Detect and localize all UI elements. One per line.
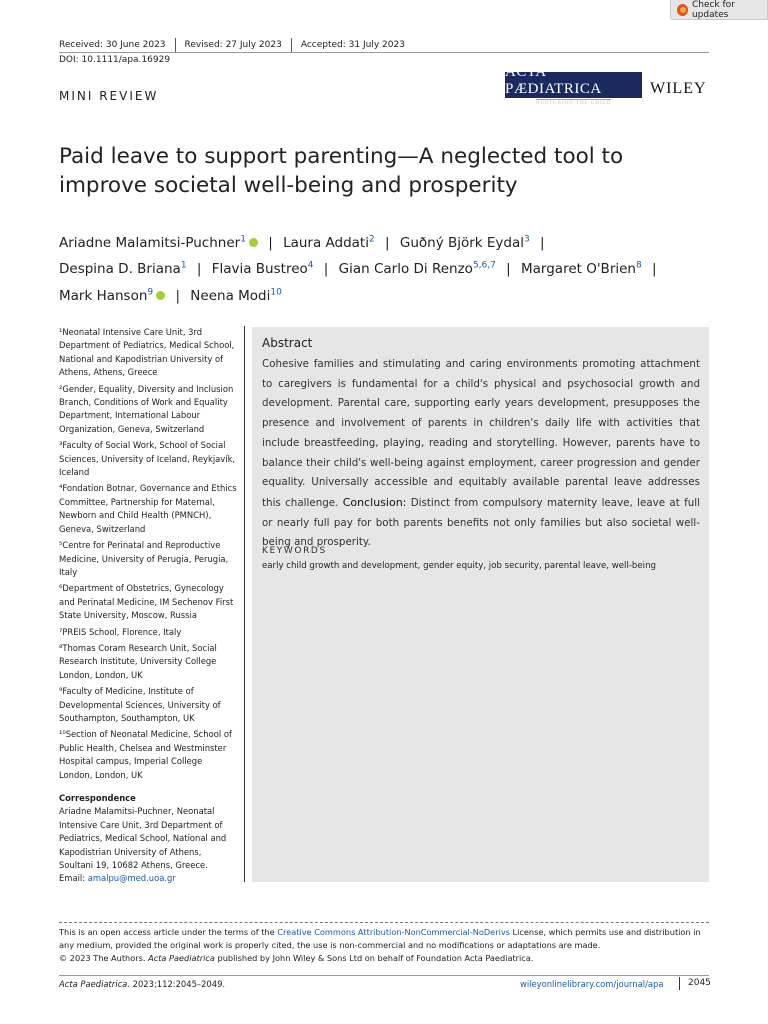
journal-logo <box>505 64 642 106</box>
header-rule <box>59 52 709 53</box>
license-post: License, which permits use and distribution in any medium, provided the original work is properly cited, the use is non-commercial and no modifications or adaptations are made. <box>59 927 701 950</box>
article-dates <box>59 38 405 52</box>
journal-logo-name: ACTA PÆDIATRICA <box>505 64 602 97</box>
license-pre: This is an open access article under the terms of the <box>59 927 278 937</box>
author-separator: | <box>319 261 333 277</box>
journal-logo-tagline: NURTURING THE CHILD <box>535 101 612 106</box>
footer-divider <box>679 977 680 990</box>
license-text <box>59 926 709 965</box>
author-name: Despina D. Briana <box>59 261 181 277</box>
author[interactable] <box>521 261 642 277</box>
email-link[interactable]: amalpu@med.uoa.gr <box>87 873 176 884</box>
author-separator: | <box>171 287 185 304</box>
affiliation: ²Gender, Equality, Diversity and Inclusion Branch, Conditions of Work and Equality Department, International Labour Organization, Geneva, Switzerland <box>59 383 234 434</box>
author-affiliation-ref: 4 <box>307 260 314 271</box>
accepted-date: Accepted: 31 July 2023 <box>300 40 405 50</box>
author-name: Mark Hanson <box>59 287 148 304</box>
affiliations <box>59 326 237 886</box>
journal-url[interactable]: wileyonlinelibrary.com/journal/apa <box>520 979 664 989</box>
date-divider <box>291 38 292 52</box>
keywords-heading: KEYWORDS <box>262 546 327 556</box>
author[interactable] <box>59 261 187 277</box>
author-separator: | <box>192 261 206 277</box>
check-for-updates-label: Check for updates <box>691 0 735 20</box>
author-affiliation-ref: 8 <box>635 260 642 271</box>
correspondence-heading: Correspondence <box>59 793 136 803</box>
conclusion-text: Distinct from compulsory maternity leave, leave at full or nearly full pay for both parents benefits not only families but also societal well-being and prosperity. <box>262 496 700 549</box>
author-name: Flavia Bustreo <box>211 261 308 277</box>
received-date: Received: 30 June 2023 <box>59 40 166 50</box>
author-name: Laura Addati <box>283 234 369 251</box>
author-list <box>59 228 719 308</box>
author-affiliation-ref: 10 <box>270 287 282 297</box>
author[interactable] <box>59 288 165 304</box>
affiliation: ¹⁰Section of Neonatal Medicine, School of Public Health, Chelsea and Westminster Hospital campus, Imperial College London, London, UK <box>59 729 232 780</box>
author[interactable] <box>212 261 314 277</box>
publisher-logo: WILEY <box>650 80 707 97</box>
article-title: Paid leave to support parenting—A neglected tool to improve societal well-being and prosperity <box>59 144 624 198</box>
copyright-post: published by John Wiley & Sons Ltd on behalf of Foundation Acta Paediatrica. <box>214 953 534 963</box>
copyright-journal: Acta Paediatrica <box>148 953 215 963</box>
author[interactable] <box>339 261 496 277</box>
orcid-icon[interactable] <box>156 291 165 300</box>
author-name: Margaret O'Brien <box>521 261 636 277</box>
revised-date: Revised: 27 July 2023 <box>184 40 282 50</box>
author[interactable] <box>283 235 375 251</box>
abstract-body <box>262 355 700 553</box>
author-name: Gian Carlo Di Renzo <box>338 261 473 277</box>
affiliation: ¹Neonatal Intensive Care Unit, 3rd Department of Pediatrics, Medical School, National and Kapodistrian University of Athens, Athens, Greece <box>59 327 235 378</box>
author-affiliation-ref: 9 <box>147 287 154 297</box>
check-for-updates-badge[interactable] <box>670 0 768 20</box>
article-type: MINI REVIEW <box>59 89 159 103</box>
citation: 2023;112:2045–2049. <box>129 979 226 989</box>
keywords-text: early child growth and development, gender equity, job security, parental leave, well-being <box>262 561 656 571</box>
affiliation: ⁶Department of Obstetrics, Gynecology and Perinatal Medicine, IM Sechenov First State University, Moscow, Russia <box>59 583 234 621</box>
orcid-icon[interactable] <box>249 238 258 247</box>
author-separator: | <box>501 261 515 277</box>
footer-rule <box>59 975 709 976</box>
author[interactable] <box>400 235 530 251</box>
column-divider <box>244 326 245 882</box>
author-separator: | <box>647 261 657 277</box>
date-divider <box>175 38 176 52</box>
author-affiliation-ref: 2 <box>368 234 375 244</box>
affiliation: ⁴Fondation Botnar, Governance and Ethics Committee, Partnership for Maternal, Newborn and Child Health (PMNCH), Geneva, Switzerland <box>59 483 237 534</box>
correspondence-email-line <box>59 872 237 885</box>
conclusion-label: Conclusion: <box>342 495 407 509</box>
author-affiliation-ref: 5,6,7 <box>472 260 496 271</box>
author-separator: | <box>380 234 394 251</box>
journal-citation <box>59 979 225 989</box>
affiliation: ³Faculty of Social Work, School of Social Sciences, University of Iceland, Reykjavík, Iceland <box>59 440 236 478</box>
author-name: Neena Modi <box>190 287 271 304</box>
affiliation: ⁷PREIS School, Florence, Italy <box>59 626 182 637</box>
author[interactable] <box>59 235 258 251</box>
author[interactable] <box>190 288 282 304</box>
journal-name: Acta Paediatrica. <box>59 979 130 989</box>
correspondence-text: Ariadne Malamitsi-Puchner, Neonatal Intensive Care Unit, 3rd Department of Pediatrics, Medical School, National and Kapodistrian University of Athens, Soultani 19, 10682 Athens, Greece. <box>59 806 227 871</box>
update-icon <box>677 4 688 16</box>
page-number: 2045 <box>688 978 711 988</box>
affiliation: ⁵Centre for Perinatal and Reproductive Medicine, University of Perugia, Perugia, Italy <box>59 540 229 577</box>
abstract-heading: Abstract <box>262 336 313 350</box>
doi[interactable]: DOI: 10.1111/apa.16929 <box>59 55 171 65</box>
author-affiliation-ref: 1 <box>240 234 246 244</box>
affiliation: ⁸Thomas Coram Research Unit, Social Research Institute, University College London, London, UK <box>59 642 217 680</box>
license-divider <box>59 922 709 923</box>
author-name: Guðný Björk Eydal <box>399 234 525 251</box>
affiliation: ⁹Faculty of Medicine, Institute of Developmental Sciences, University of Southampton, Southampton, UK <box>59 686 221 723</box>
author-separator: | <box>535 234 545 251</box>
author-affiliation-ref: 3 <box>524 234 530 244</box>
author-separator: | <box>263 234 278 251</box>
copyright-pre: © 2023 The Authors. <box>59 953 149 963</box>
author-affiliation-ref: 1 <box>180 260 187 271</box>
author-name: Ariadne Malamitsi-Puchner <box>59 234 241 251</box>
email-label: Email: <box>59 873 88 884</box>
abstract-text: Cohesive families and stimulating and caring environments promoting attachment to caregivers is fundamental for a child's physical and psychosocial growth and development. Parental care, supporting early years development, presupposes the presence and involvement of parents in children's daily life with activities that include breastfeeding, playing, reading and storytelling. However, parents have to balance their child's well-being against employment, career progression and gender equality. Universally accessible and equitably available parental leave addresses this challenge. <box>262 358 700 509</box>
license-link[interactable]: Creative Commons Attribution-NonCommercial-NoDerivs <box>277 927 510 937</box>
